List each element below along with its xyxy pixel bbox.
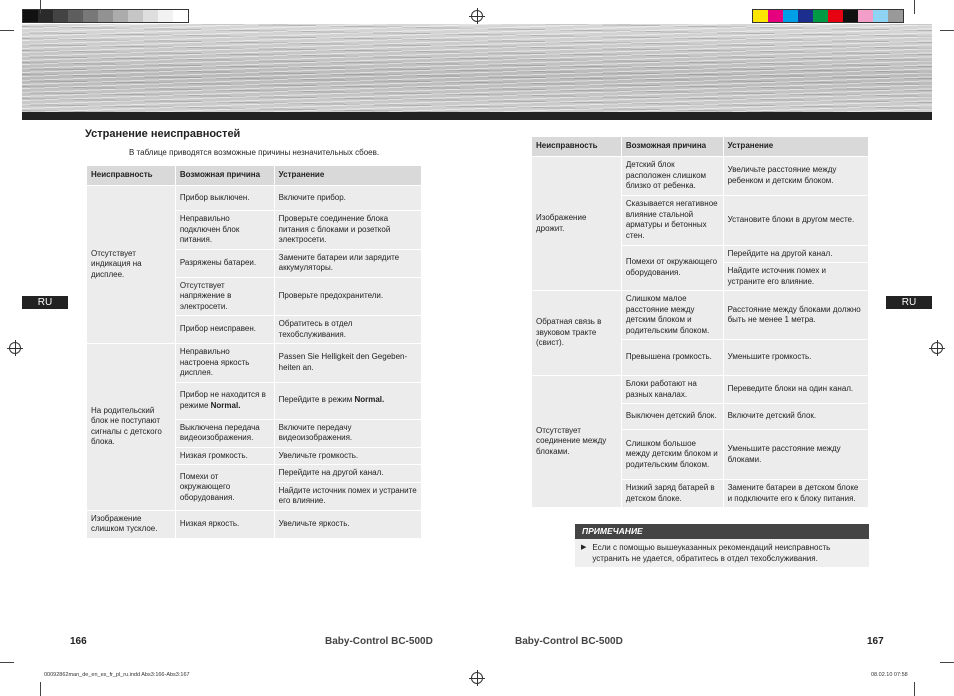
cause-cell: Низкая яркость. [175,510,274,538]
note-title: ПРИМЕЧАНИЕ [575,524,869,539]
problem-cell: Отсутствует соединение между блоками. [532,376,622,508]
cause-cell: Помехи от окружающего оборудования. [621,245,723,291]
color-swatch [68,10,83,22]
crop-mark [0,662,14,663]
column-header-fix: Устранение [723,137,868,157]
note-text: Если с помощью вышеуказанных рекомендаций неисправность устранить не удается, обратитесь в отдел техобслуживания. [592,543,831,563]
column-header-cause: Возможная причина [621,137,723,157]
table-header-row [87,166,422,186]
cmyk-color-bar [752,9,904,23]
cause-cell: Слишком большое между детским блоком и родительским блоком. [621,430,723,480]
note-box [575,524,869,567]
color-swatch [98,10,113,22]
registration-mark-icon [471,672,483,684]
intro-text: В таблице приводятся возможные причины незначительных сбоев. [129,148,380,157]
cause-cell: Прибор выключен. [175,186,274,211]
color-swatch [768,10,783,22]
cause-cell [175,382,274,419]
cause-cell: Прибор неисправен. [175,316,274,344]
crop-mark [914,682,915,696]
color-swatch [23,10,38,22]
troubleshooting-table-left [86,165,422,539]
color-swatch [753,10,768,22]
color-swatch [858,10,873,22]
cause-cell: Низкая громкость. [175,447,274,465]
color-swatch [83,10,98,22]
fix-cell: Включите прибор. [274,186,421,211]
fix-cell: Обратитесь в отдел техобслуживания. [274,316,421,344]
fix-cell: Установите блоки в другом месте. [723,195,868,245]
fix-cell: Passen Sie Helligkeit den Gegeben-heiten an. [274,344,421,383]
color-swatch [113,10,128,22]
crop-mark [940,662,954,663]
fix-cell: Расстояние между блоками должно быть не менее 1 метра. [723,291,868,340]
mode-name: Normal. [210,400,241,410]
fix-cell: Замените батареи или зарядите аккумуляторы. [274,249,421,277]
crop-mark [40,0,41,14]
table-header-row [532,137,869,157]
table-row [87,186,422,211]
language-tab-left: RU [22,296,68,309]
fix-cell [274,382,421,419]
color-swatch [888,10,903,22]
page-number-left: 166 [70,636,87,647]
fix-cell: Увеличьте яркость. [274,510,421,538]
cause-cell: Неправильно подключен блок питания. [175,211,274,250]
cause-cell: Блоки работают на разных каналах. [621,376,723,404]
page-number-right: 167 [867,636,884,647]
fix-cell: Найдите источник помех и устраните его влияние. [723,263,868,291]
fix-cell: Проверьте предохранители. [274,277,421,316]
footer-brand-left: Baby-Control BC-500D [325,636,433,647]
cause-cell: Выключен детский блок. [621,404,723,430]
color-swatch [828,10,843,22]
color-swatch [173,10,188,22]
cause-cell: Выключена передача видеоизображения. [175,419,274,447]
fix-text: Перейдите в режим [278,395,353,405]
fix-cell: Включите детский блок. [723,404,868,430]
column-header-problem: Неисправность [87,166,176,186]
fix-cell: Найдите источник помех и устраните его влияние. [274,482,421,510]
fix-cell: Включите передачу видеоизображения. [274,419,421,447]
cause-cell: Помехи от окружающего оборудования. [175,465,274,511]
fix-cell: Уменьшите расстояние между блоками. [723,430,868,480]
problem-cell: Отсутствует индикация на дисплее. [87,186,176,344]
mode-name: Normal. [354,395,385,405]
registration-mark-icon [471,10,483,22]
cause-cell: Низкий заряд батарей в детском блоке. [621,480,723,508]
print-timestamp: 08.02.10 07:58 [871,672,908,678]
color-swatch [813,10,828,22]
cause-cell: Детский блок расположен слишком близко от ребенка. [621,157,723,196]
header-rule [22,112,932,120]
cause-cell: Неправильно настроена яркость дисплея. [175,344,274,383]
cause-cell: Слишком малое расстояние между детским блоком и родительским блоком. [621,291,723,340]
fix-cell: Увеличьте расстояние между ребенком и детским блоком. [723,157,868,196]
color-swatch [53,10,68,22]
header-banner [22,24,932,112]
column-header-problem: Неисправность [532,137,622,157]
problem-cell: Обратная связь в звуковом тракте (свист). [532,291,622,376]
table-row [87,510,422,538]
section-title: Устранение неисправностей [85,128,241,140]
gray-color-bar [22,9,189,23]
crop-mark [40,682,41,696]
column-header-cause: Возможная причина [175,166,274,186]
color-swatch [143,10,158,22]
troubleshooting-table-right [531,136,869,508]
language-tab-right: RU [886,296,932,309]
cause-cell: Разряжены батареи. [175,249,274,277]
registration-mark-icon [9,342,21,354]
cause-cell: Отсутствует напряжение в электросети. [175,277,274,316]
color-swatch [873,10,888,22]
cause-cell: Сказывается негативное влияние стальной арматуры и бетонных стен. [621,195,723,245]
crop-mark [940,30,954,31]
problem-cell: Изображение дрожит. [532,157,622,291]
cause-cell: Превышена громкость. [621,340,723,376]
table-row [532,291,869,340]
table-row [532,376,869,404]
print-slug: 00092862man_de_en_es_fr_pl_ru.indd Abs3:166-Abs3:167 [44,672,190,678]
registration-mark-icon [931,342,943,354]
table-row [532,157,869,196]
fix-cell: Замените батареи в детском блоке и подключите его к блоку питания. [723,480,868,508]
column-header-fix: Устранение [274,166,421,186]
fix-cell: Перейдите на другой канал. [723,245,868,263]
fix-cell: Проверьте соединение блока питания с блоками и розеткой электросети. [274,211,421,250]
color-swatch [798,10,813,22]
footer-brand-right: Baby-Control BC-500D [515,636,623,647]
fix-cell: Перейдите на другой канал. [274,465,421,483]
cause-text: Прибор не находится в режиме [179,390,266,410]
fix-cell: Переведите блоки на один канал. [723,376,868,404]
table-row [87,344,422,383]
problem-cell: Изображение слишком тусклое. [87,510,176,538]
color-swatch [843,10,858,22]
crop-mark [914,0,915,14]
note-body [575,539,869,567]
arrow-right-icon: ▶ [581,544,587,551]
color-swatch [158,10,173,22]
color-swatch [783,10,798,22]
color-swatch [128,10,143,22]
fix-cell: Уменьшите громкость. [723,340,868,376]
fix-cell: Увеличьте громкость. [274,447,421,465]
problem-cell: На родительский блок не поступают сигналы с детского блока. [87,344,176,511]
crop-mark [0,30,14,31]
